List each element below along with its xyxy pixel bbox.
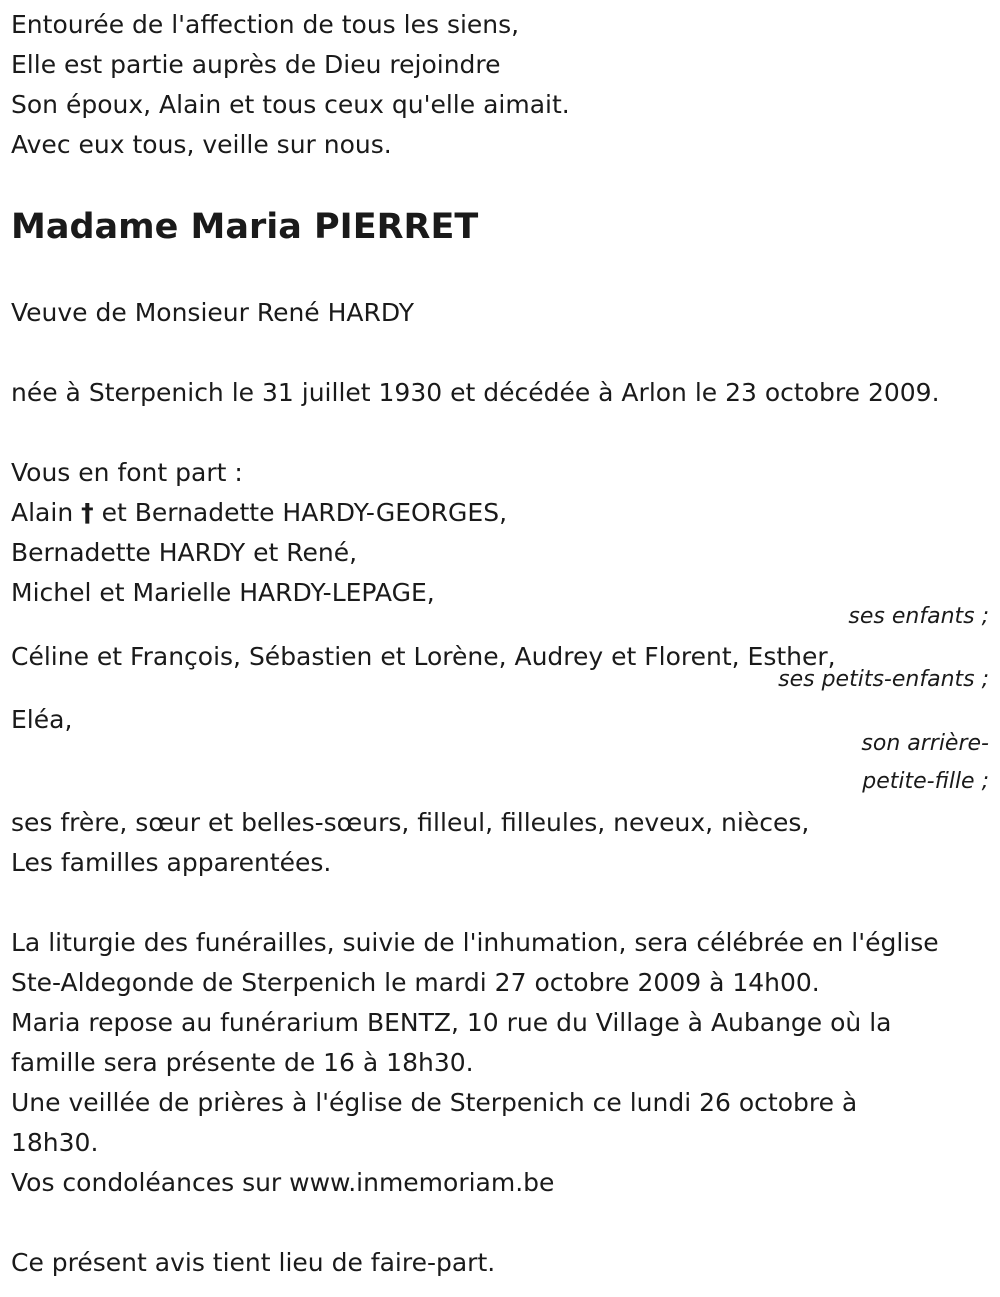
closing-line: Ce présent avis tient lieu de faire-part. (11, 1248, 496, 1277)
funeral-line: Une veillée de prières à l'église de Sterpenich ce lundi 26 octobre à (11, 1088, 858, 1117)
cross-icon: † (81, 498, 94, 527)
children-line-3: Michel et Marielle HARDY-LEPAGE, (11, 578, 435, 607)
condolences-line: Vos condoléances sur www.inmemoriam.be (11, 1168, 555, 1197)
extended-family-line: ses frère, sœur et belles-sœurs, filleul, filleules, neveux, nièces, (11, 808, 810, 837)
children-role: ses enfants ; (848, 604, 989, 629)
poem-line: Avec eux tous, veille sur nous. (11, 130, 392, 159)
grandchildren-role: ses petits-enfants ; (778, 667, 989, 692)
funeral-line: Maria repose au funérarium BENTZ, 10 rue du Village à Aubange où la (11, 1008, 892, 1037)
deceased-name: Madame Maria PIERRET (11, 207, 479, 247)
children-line-1-rest: et Bernadette HARDY-GEORGES, (101, 498, 508, 527)
funeral-line: famille sera présente de 16 à 18h30. (11, 1048, 474, 1077)
children-line-2: Bernadette HARDY et René, (11, 538, 358, 567)
great-grandchild-role-1: son arrière- (861, 731, 989, 756)
family-intro: Vous en font part : (11, 458, 243, 487)
related-families-line: Les familles apparentées. (11, 848, 332, 877)
poem-line: Entourée de l'affection de tous les siens, (11, 10, 520, 39)
grandchildren-line: Céline et François, Sébastien et Lorène, Audrey et Florent, Esther, (11, 642, 836, 671)
widow-of: Veuve de Monsieur René HARDY (11, 298, 415, 327)
funeral-line: Ste-Aldegonde de Sterpenich le mardi 27 octobre 2009 à 14h00. (11, 968, 820, 997)
child-name-alain: Alain (11, 498, 74, 527)
poem (11, 5, 570, 165)
funeral-line: 18h30. (11, 1128, 99, 1157)
poem-line: Son époux, Alain et tous ceux qu'elle aimait. (11, 90, 570, 119)
great-grandchild-role-2: petite-fille ; (862, 769, 989, 794)
great-grandchild-line: Eléa, (11, 705, 73, 734)
poem-line: Elle est partie auprès de Dieu rejoindre (11, 50, 501, 79)
children-line-1 (11, 493, 507, 533)
birth-death-line: née à Sterpenich le 31 juillet 1930 et décédée à Arlon le 23 octobre 2009. (11, 378, 940, 407)
funeral-line: La liturgie des funérailles, suivie de l'inhumation, sera célébrée en l'église (11, 928, 939, 957)
